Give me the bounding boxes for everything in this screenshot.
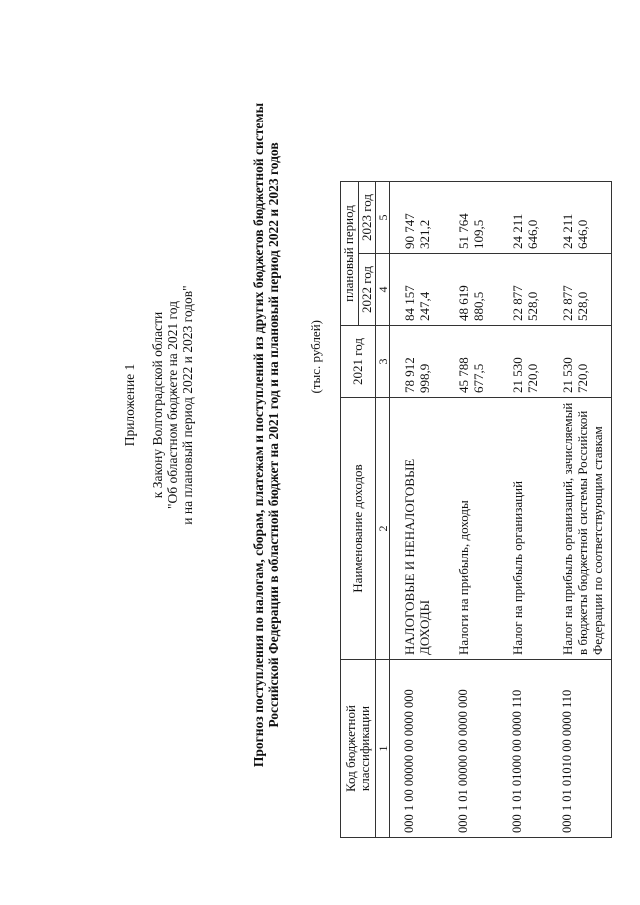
column-number-4: 4 (376, 254, 390, 326)
table-row (492, 182, 546, 838)
row-name-line-2: в бюджеты бюджетной системы Российской (575, 410, 590, 655)
appendix-line-2: "Об областном бюджете на 2021 год (165, 301, 180, 509)
table-row (390, 182, 439, 838)
row-value-2022: 22 877 528,0 (546, 254, 612, 326)
row-code: 000 1 00 00000 00 0000 000 (390, 660, 439, 838)
row-value-2021: 45 788 677,5 (438, 326, 492, 398)
header-2022: 2022 год (358, 254, 376, 326)
appendix-line-3: и на плановый период 2022 и 2023 годов" (180, 285, 195, 525)
row-value-2021: 21 530 720,0 (546, 326, 612, 398)
row-value-2022: 22 877 528,0 (492, 254, 546, 326)
header-code: Код бюджетной классификации (341, 660, 376, 838)
column-number-5: 5 (376, 182, 390, 254)
revenue-table (340, 181, 612, 838)
row-name: НАЛОГОВЫЕ И НЕНАЛОГОВЫЕ ДОХОДЫ (390, 398, 439, 660)
row-code: 000 1 01 01010 00 0000 110 (546, 660, 612, 838)
row-value-2023: 90 747 321,2 (390, 182, 439, 254)
row-value-2023: 51 764 109,5 (438, 182, 492, 254)
row-name-line-1: Налог на прибыль организаций, зачисляемый (560, 402, 575, 655)
row-value-2023: 24 211 646,0 (492, 182, 546, 254)
appendix-line-1: к Закону Волгоградской области (150, 311, 165, 499)
row-name (546, 398, 612, 660)
document-heading-line-1: Прогноз поступления по налогам, сборам, платежам и поступлений из других бюджетов бюджетной системы (251, 102, 266, 768)
row-name: Налоги на прибыль, доходы (438, 398, 492, 660)
row-value-2022: 48 619 880,5 (438, 254, 492, 326)
header-2023: 2023 год (358, 182, 376, 254)
table-row (546, 182, 612, 838)
header-name: Наименование доходов (341, 398, 376, 660)
column-number-2: 2 (376, 398, 390, 660)
header-planned-period: плановый период (341, 182, 359, 326)
row-value-2021: 21 530 720,0 (492, 326, 546, 398)
table-row (438, 182, 492, 838)
appendix-title: Приложение 1 (122, 363, 137, 447)
row-code: 000 1 01 00000 00 0000 000 (438, 660, 492, 838)
units-label: (тыс. рублей) (308, 320, 323, 394)
row-value-2023: 24 211 646,0 (546, 182, 612, 254)
row-value-2021: 78 912 998,9 (390, 326, 439, 398)
row-value-2022: 84 157 247,4 (390, 254, 439, 326)
row-name: Налог на прибыль организаций (492, 398, 546, 660)
column-number-3: 3 (376, 326, 390, 398)
document-heading-line-2: Российской Федерации в областной бюджет на 2021 год и на плановый период 2022 и 2023 годов (266, 142, 281, 728)
header-2021: 2021 год (341, 326, 376, 398)
column-number-1: 1 (376, 660, 390, 838)
row-code: 000 1 01 01000 00 0000 110 (492, 660, 546, 838)
row-name-line-3: Федерации по соответствующим ставкам (590, 426, 605, 655)
